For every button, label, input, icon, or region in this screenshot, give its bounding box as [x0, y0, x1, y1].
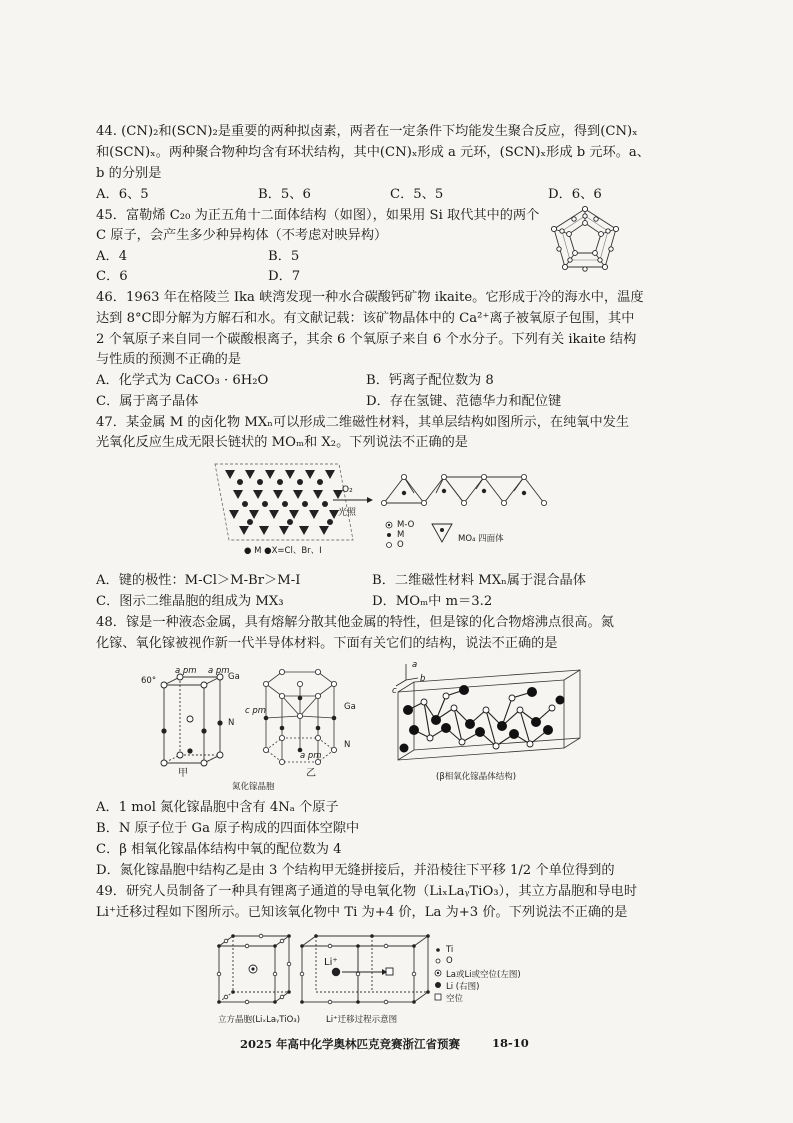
q49-line2: Li⁺迁移过程如下图所示。已知该氧化物中 Ti 为+4 价，La 为+3 价。下列说法不正确的是: [96, 905, 628, 920]
q48-option-c: C．β 相氧化镓晶体结构中氧的配位数为 4: [96, 842, 342, 857]
li-migration-figure: [298, 932, 434, 1008]
q47-option-b: B．二维磁性材料 MXₙ属于混合晶体: [372, 573, 586, 588]
q44-option-d: D．6、6: [548, 187, 602, 202]
mom-chain-figure: [378, 465, 558, 525]
q49-legend-li: Li (右图): [446, 982, 480, 992]
q45-option-d: D．7: [268, 269, 301, 284]
q47-option-d: D．MOₘ中 m＝3.2: [372, 594, 493, 609]
q46-line1: 46．1963 年在格陵兰 Ika 峡湾发现一种水合碳酸钙矿物 ikaite。它形成于冷的海水中，温度: [96, 290, 644, 305]
q47-legend-m: M: [397, 530, 405, 540]
a-pm-label-1: a pm: [175, 666, 197, 676]
beta-caption: (β相氧化镓晶体结构): [436, 772, 517, 782]
gan-caption: 氮化镓晶胞: [232, 782, 275, 792]
q47-legend-o: O: [397, 540, 404, 550]
q47-line1: 47．某金属 M 的卤化物 MXₙ可以形成二维磁性材料，其单层结构如图所示，在纯氧中发生: [96, 415, 630, 430]
beta-ga2o3-structure-figure: [384, 660, 594, 778]
q48-option-d: D．氮化镓晶胞中结构乙是由 3 个结构甲无缝拼接后，并沿棱往下平移 1/2 个单位得到的: [96, 863, 615, 878]
q49-legend-o: O: [446, 956, 453, 966]
q47-legend-symbols: [384, 520, 396, 552]
mo4-tetrahedron-icon: [430, 522, 454, 544]
q46-option-a: A．化学式为 CaCO₃ · 6H₂O: [96, 373, 269, 388]
q47-legend-left: ● M ●X=Cl、Br、I: [244, 546, 322, 556]
q47-legend-mo: M-O: [397, 520, 415, 530]
migration-caption: Li⁺迁移过程示意图: [326, 1015, 398, 1025]
footer-title: 2025 年高中化学奥林匹克竞赛浙江省预赛: [240, 1037, 461, 1051]
q44-option-a: A．6、5: [96, 187, 149, 202]
a-pm-label-2: a pm: [208, 666, 230, 676]
q46-line4: 与性质的预测不正确的是: [96, 352, 242, 367]
q45-line1: 45．富勒烯 C₂₀ 为正五角十二面体结构（如图），如果用 Si 取代其中的两个: [96, 208, 540, 223]
q49-legend-ti: Ti: [446, 945, 454, 955]
q47-option-c: C．图示二维晶胞的组成为 MX₃: [96, 594, 284, 609]
q47-option-a: A．键的极性：M-Cl＞M-Br＞M-I: [96, 573, 301, 588]
q46-option-d: D．存在氢键、范德华力和配位键: [366, 394, 562, 409]
q49-legend-vacancy: 空位: [446, 994, 464, 1004]
q48-option-a: A．1 mol 氮化镓晶胞中含有 4Nₐ 个原子: [96, 800, 339, 815]
q45-option-c: C．6: [96, 269, 128, 284]
q47-arrow-bottom-label: 光照: [338, 508, 357, 518]
footer-page-number: 18-10: [492, 1036, 529, 1050]
axis-a-label: a: [412, 660, 418, 670]
q48-line1: 48．镓是一种液态金属，具有熔解分散其他金属的特性，但是镓的化合物熔沸点很高。氮: [96, 615, 614, 630]
yi-label: 乙: [306, 768, 316, 779]
q45-line2: C 原子，会产生多少种异构体（不考虑对映异构）: [96, 228, 388, 243]
angle-label: 60°: [141, 676, 157, 686]
n-label-yi: N: [344, 740, 351, 750]
axis-c-label: c: [392, 686, 397, 696]
gan-cell-jia-figure: [160, 675, 235, 785]
q48-line2: 化镓、氧化镓被视作新一代半导体材料。下面有关它们的结构，说法不正确的是: [96, 636, 558, 651]
fullerene-c20-figure: [548, 205, 622, 277]
ga-label-jia: Ga: [228, 672, 240, 682]
q47-arrow: [333, 496, 373, 504]
q44-option-c: C．5、5: [390, 187, 444, 202]
q44-line1: 44. (CN)₂和(SCN)₂是重要的两种拟卤素，两者在一定条件下均能发生聚合反应，得到(CN)ₓ: [96, 124, 638, 139]
q47-line2: 光氧化反应生成无限长链状的 MOₘ和 X₂。下列说法不正确的是: [96, 435, 468, 450]
ga-label-yi: Ga: [344, 702, 356, 712]
q44-line2: 和(SCN)ₓ。两种聚合物种均含有环状结构，其中(CN)ₓ形成 a 元环，(SCN)ₓ形成 b 元环。a、: [96, 145, 650, 160]
li-plus-label: Li⁺: [324, 957, 338, 968]
q49-line1: 49．研究人员制备了一种具有锂离子通道的导电氧化物（LiₓLaᵧTiO₃），其立方晶胞和导电时: [96, 884, 637, 899]
q46-line3: 2 个氧原子来自同一个碳酸根离子，其余 6 个氧原子来自 6 个水分子。下列有关 ikaite 结构: [96, 332, 637, 347]
q46-option-b: B．钙离子配位数为 8: [366, 373, 494, 388]
axis-b-label: b: [420, 674, 426, 684]
q49-legend-symbols: [433, 946, 445, 1006]
q44-line3: b 的分别是: [96, 166, 162, 181]
q45-option-a: A．4: [96, 249, 128, 264]
q47-arrow-top-label: O₂: [342, 485, 353, 495]
q48-option-b: B．N 原子位于 Ga 原子构成的四面体空隙中: [96, 821, 360, 836]
jia-label: 甲: [178, 768, 188, 779]
q45-option-b: B．5: [268, 249, 300, 264]
a-pm-label-yi: a pm: [300, 751, 322, 761]
q46-line2: 达到 8°C即分解为方解石和水。有文献记载：该矿物晶体中的 Ca²⁺离子被氧原子包围，其中: [96, 311, 635, 326]
q47-legend-tetrahedron: MO₄ 四面体: [458, 534, 504, 544]
cubic-cell-caption: 立方晶胞(LiₓLaᵧTiO₃): [218, 1015, 301, 1025]
q49-legend-la: La或Li或空位(左图): [446, 970, 521, 980]
n-label-jia: N: [228, 718, 235, 728]
llto-cubic-cell-figure: [215, 932, 295, 1008]
q44-option-b: B．5、6: [258, 187, 311, 202]
c-pm-label: c pm: [245, 706, 267, 716]
q46-option-c: C．属于离子晶体: [96, 394, 199, 409]
